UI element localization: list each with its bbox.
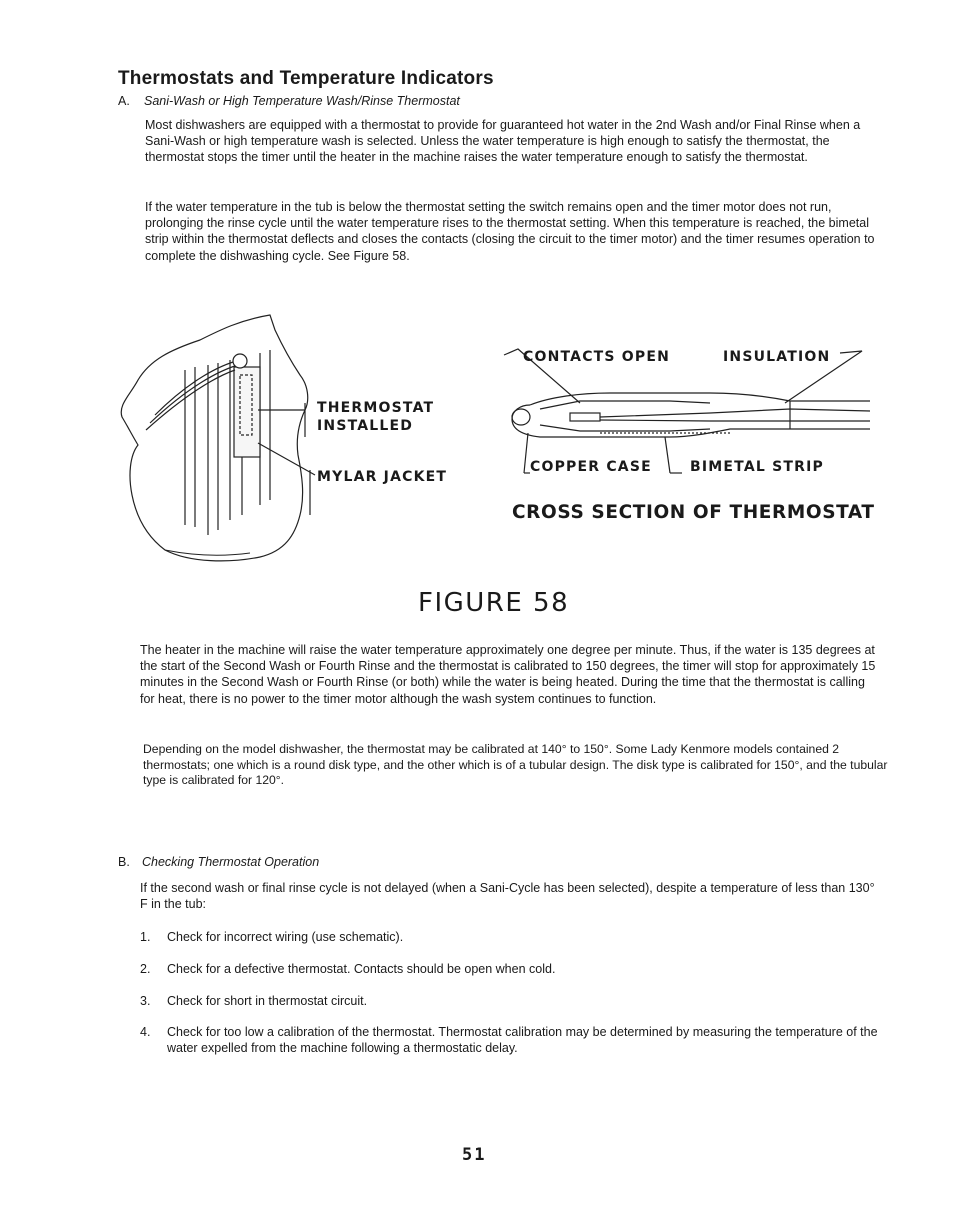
paragraph-1: Most dishwashers are equipped with a thermostat to provide for guaranteed hot water in the 2nd Wash and/or Final Rinse when a Sani-Wash or high temperature wash is selected. Unless the water temperature is high enough to satisfy the thermostat, the thermostat stops the timer until the heater in the machine raises the water temperature enough to satisfy the thermostat. xyxy=(145,118,861,165)
list-item-number: 4. xyxy=(140,1025,151,1039)
cross-section-title: CROSS SECTION OF THERMOSTAT xyxy=(512,502,875,523)
subsection-b-letter: B. xyxy=(118,855,130,869)
list-item-text: Check for short in thermostat circuit. xyxy=(167,994,368,1008)
subsection-a-heading xyxy=(118,94,460,108)
list-item-number: 3. xyxy=(140,994,151,1008)
label-installed: INSTALLED xyxy=(317,418,414,434)
page-number: 51 xyxy=(462,1145,487,1165)
list-item-text: Check for too low a calibration of the thermostat. Thermostat calibration may be determined by measuring the temperature of the water expelled from the machine following a thermostatic delay. xyxy=(167,1025,878,1056)
figure-58-illustration xyxy=(110,305,890,575)
list-item-number: 2. xyxy=(140,962,151,976)
list-item xyxy=(140,1024,900,1058)
list-item-number: 1. xyxy=(140,930,151,944)
list-item-text: Check for incorrect wiring (use schematic). xyxy=(167,930,404,944)
subsection-a-letter: A. xyxy=(118,94,130,108)
subsection-b-title: Checking Thermostat Operation xyxy=(142,855,320,869)
label-bimetal-strip: BIMETAL STRIP xyxy=(690,459,824,475)
paragraph-3: The heater in the machine will raise the water temperature approximately one degree per minute. Thus, if the water is 135 degrees at the start of the Second Wash or Fourth Rinse and the thermostat is calibrated to 150 degrees, the timer will stop for approximately 15 minutes in the Second Wash or Fourth Rinse (or both) while the water is being heated. During the time that the thermostat is calling for heat, there is no power to the timer motor although the wash system continues to function. xyxy=(140,643,876,706)
label-mylar-jacket: MYLAR JACKET xyxy=(317,469,448,485)
figure-caption: FIGURE 58 xyxy=(418,588,570,618)
subsection-b-heading xyxy=(118,855,319,869)
label-contacts-open: CONTACTS OPEN xyxy=(523,349,671,365)
label-copper-case: COPPER CASE xyxy=(530,459,652,475)
section-heading: Thermostats and Temperature Indicators xyxy=(118,68,494,89)
subsection-b-intro: If the second wash or final rinse cycle is not delayed (when a Sani-Cycle has been selected), despite a temperature of less than 130° F in the tub: xyxy=(140,881,875,912)
label-thermostat: THERMOSTAT xyxy=(317,400,435,416)
list-item-text: Check for a defective thermostat. Contacts should be open when cold. xyxy=(167,962,556,976)
paragraph-4: Depending on the model dishwasher, the thermostat may be calibrated at 140° to 150°. Some Lady Kenmore models contained 2 thermostats; one which is a round disk type, and the other which is of a tubular design. The disk type is calibrated for 150°, and the tubular type is calibrated for 120°. xyxy=(143,742,888,787)
thermostat-installed-drawing xyxy=(121,315,315,561)
paragraph-2: If the water temperature in the tub is below the thermostat setting the switch remains open and the timer motor does not run, prolonging the rinse cycle until the water temperature rises to the thermostat setting. When this temperature is reached, the bimetal strip within the thermostat deflects and closes the contacts (closing the circuit to the timer motor) and the timer resumes operation to complete the dishwashing cycle. See Figure 58. xyxy=(145,200,875,263)
label-insulation: INSULATION xyxy=(723,349,831,365)
subsection-a-title: Sani-Wash or High Temperature Wash/Rinse Thermostat xyxy=(144,94,460,108)
thermostat-cross-section-drawing xyxy=(504,349,870,473)
